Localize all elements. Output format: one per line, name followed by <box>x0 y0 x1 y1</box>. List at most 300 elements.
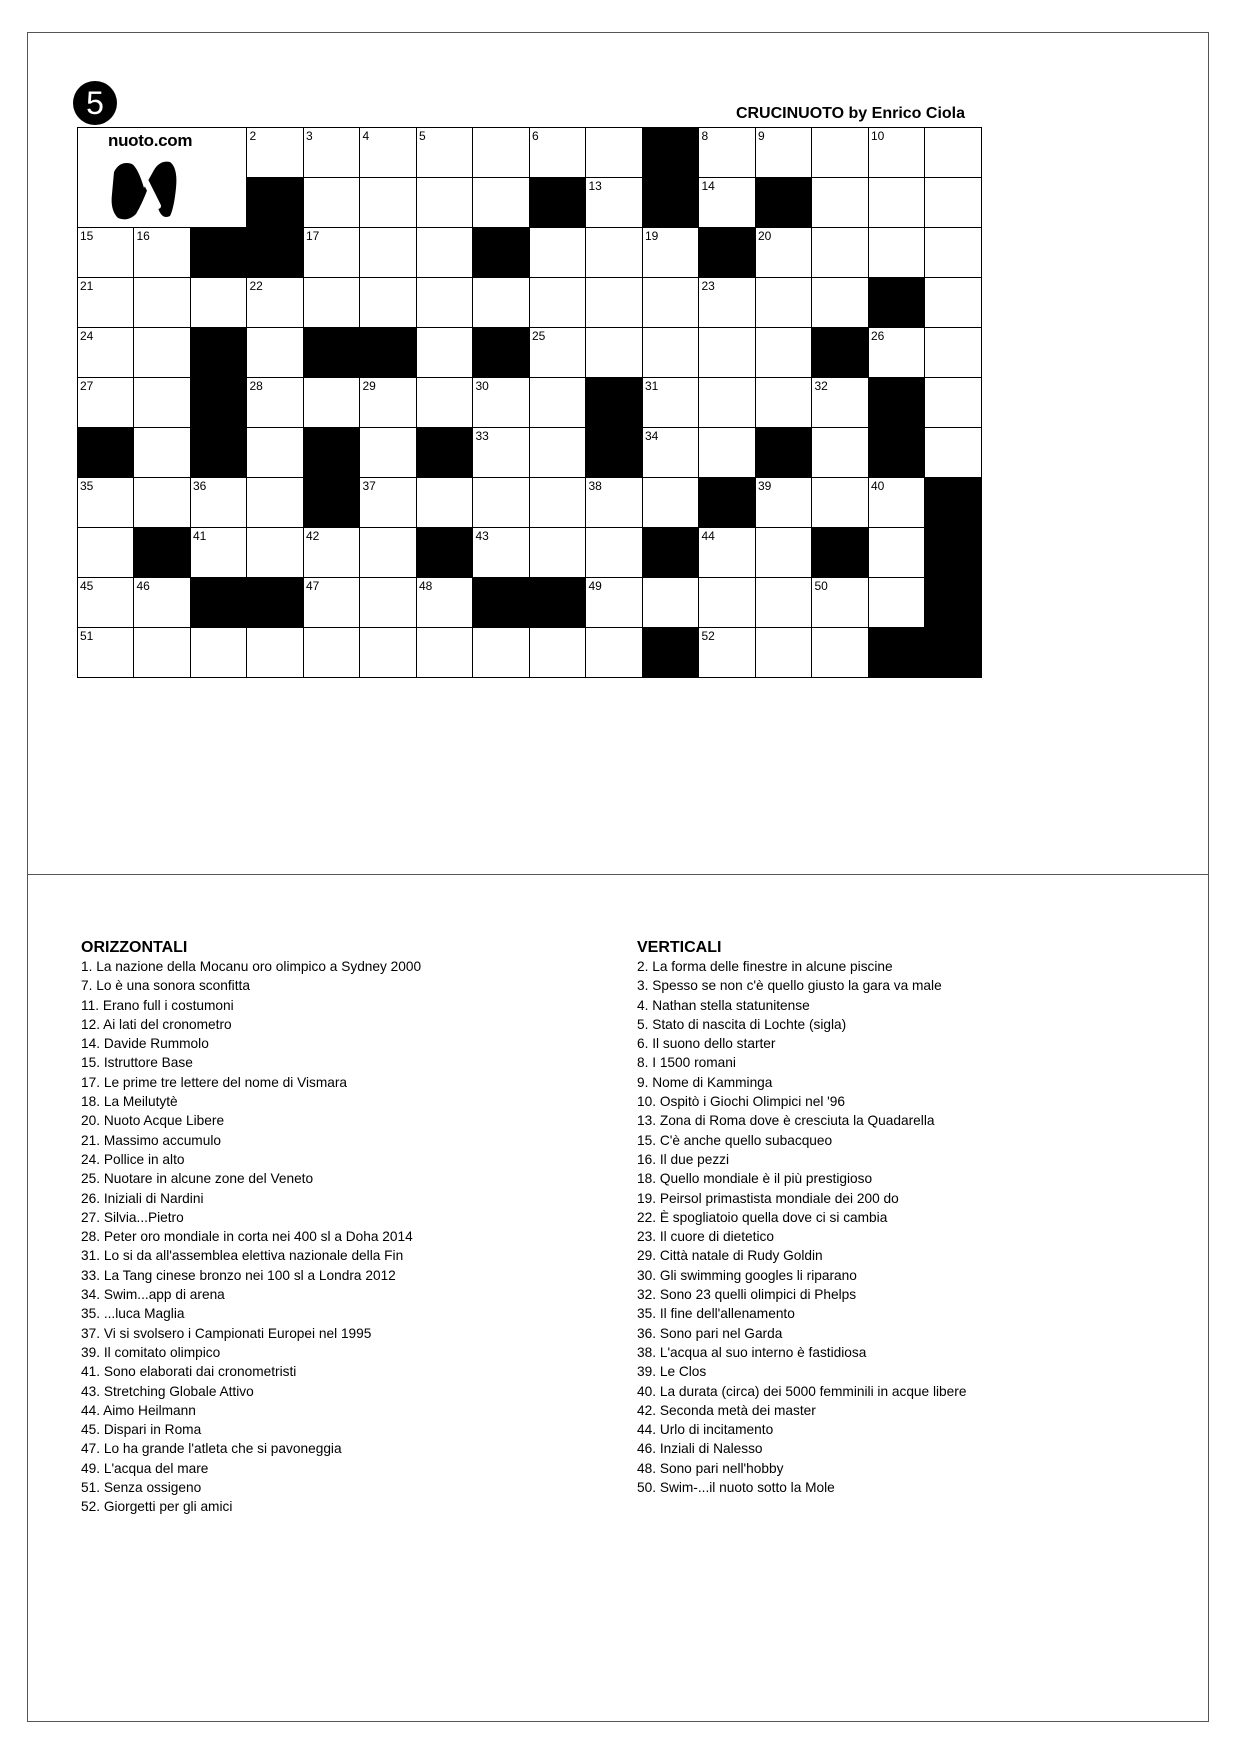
down-clue: 8. I 1500 romani <box>637 1055 736 1071</box>
grid-cell[interactable] <box>303 527 360 577</box>
grid-cell[interactable] <box>416 127 473 177</box>
clue-number: 38 <box>588 479 602 493</box>
grid-cell[interactable] <box>755 127 812 177</box>
grid-cell[interactable] <box>416 577 473 627</box>
grid-line <box>77 377 982 378</box>
black-cell <box>473 327 530 377</box>
across-clue: 41. Sono elaborati dai cronometristi <box>81 1364 297 1380</box>
grid-cell[interactable] <box>303 377 360 427</box>
grid-cell[interactable] <box>473 277 530 327</box>
grid-cell[interactable] <box>360 277 417 327</box>
clue-number: 40 <box>871 479 885 493</box>
black-cell <box>812 527 869 577</box>
grid-cell[interactable] <box>473 377 530 427</box>
clue-number: 33 <box>475 429 489 443</box>
nuoto-n-logo-icon <box>106 158 196 222</box>
grid-cell[interactable] <box>586 577 643 627</box>
grid-cell[interactable] <box>134 277 191 327</box>
clue-number: 6 <box>532 129 539 143</box>
grid-cell[interactable] <box>134 577 191 627</box>
black-cell <box>812 327 869 377</box>
grid-cell[interactable] <box>925 277 982 327</box>
clue-number: 23 <box>701 279 715 293</box>
across-clue: 34. Swim...app di arena <box>81 1287 225 1303</box>
down-clue: 39. Le Clos <box>637 1364 707 1380</box>
across-clue: 15. Istruttore Base <box>81 1055 193 1071</box>
clue-number: 15 <box>80 229 94 243</box>
black-cell <box>642 177 699 227</box>
grid-cell[interactable] <box>925 427 982 477</box>
down-clue: 16. Il due pezzi <box>637 1151 730 1167</box>
down-clue: 2. La forma delle finestre in alcune piscine <box>637 959 893 974</box>
grid-cell[interactable] <box>77 227 134 277</box>
across-clue: 27. Silvia...Pietro <box>81 1209 184 1225</box>
black-cell <box>755 177 812 227</box>
grid-line <box>642 127 643 678</box>
grid-cell[interactable] <box>303 227 360 277</box>
grid-cell[interactable] <box>360 177 417 227</box>
black-cell <box>699 227 756 277</box>
across-clue: 33. La Tang cinese bronzo nei 100 sl a Londra 2012 <box>81 1267 396 1283</box>
black-cell <box>303 327 360 377</box>
grid-cell[interactable] <box>360 527 417 577</box>
grid-cell[interactable] <box>586 627 643 677</box>
across-clue: 14. Davide Rummolo <box>81 1036 209 1052</box>
clue-number: 47 <box>306 579 320 593</box>
grid-line <box>190 227 191 678</box>
grid-cell[interactable] <box>812 377 869 427</box>
grid-cell[interactable] <box>642 427 699 477</box>
across-clue: 49. L'acqua del mare <box>81 1460 209 1476</box>
across-clue: 17. Le prime tre lettere del nome di Vismara <box>81 1074 348 1090</box>
clue-number: 46 <box>136 579 150 593</box>
grid-cell[interactable] <box>925 227 982 277</box>
black-cell <box>190 577 247 627</box>
across-heading: ORIZZONTALI <box>81 939 188 956</box>
grid-cell[interactable] <box>529 327 586 377</box>
grid-cell[interactable] <box>812 127 869 177</box>
grid-cell[interactable] <box>755 327 812 377</box>
across-clue: 44. Aimo Heilmann <box>81 1402 196 1418</box>
grid-cell[interactable] <box>586 277 643 327</box>
grid-cell[interactable] <box>303 277 360 327</box>
grid-cell[interactable] <box>868 227 925 277</box>
black-cell <box>586 377 643 427</box>
grid-cell[interactable] <box>812 427 869 477</box>
across-clue: 43. Stretching Globale Attivo <box>81 1383 254 1399</box>
grid-cell[interactable] <box>699 127 756 177</box>
down-clue: 5. Stato di nascita di Lochte (sigla) <box>637 1016 847 1032</box>
grid-cell[interactable] <box>586 127 643 177</box>
grid-line <box>981 127 982 678</box>
grid-cell[interactable] <box>77 277 134 327</box>
grid-cell[interactable] <box>303 577 360 627</box>
down-clue: 32. Sono 23 quelli olimpici di Phelps <box>637 1287 857 1303</box>
down-clue-list <box>637 957 966 1497</box>
grid-cell[interactable] <box>812 477 869 527</box>
clue-number: 51 <box>80 629 94 643</box>
black-cell <box>416 527 473 577</box>
grid-cell[interactable] <box>416 177 473 227</box>
grid-line <box>529 127 530 678</box>
black-cell <box>868 277 925 327</box>
clue-number: 30 <box>475 379 489 393</box>
black-cell <box>190 227 247 277</box>
black-cell <box>529 577 586 627</box>
grid-cell[interactable] <box>699 277 756 327</box>
grid-cell[interactable] <box>77 627 134 677</box>
nuoto-logo <box>78 128 242 226</box>
puzzle-number-badge: 5 <box>73 81 117 125</box>
grid-cell[interactable] <box>247 327 304 377</box>
down-clues <box>637 938 966 1497</box>
grid-cell[interactable] <box>247 527 304 577</box>
grid-cell[interactable] <box>360 577 417 627</box>
grid-cell[interactable] <box>812 177 869 227</box>
clue-number: 14 <box>701 179 715 193</box>
grid-cell[interactable] <box>586 227 643 277</box>
grid-line <box>77 577 982 578</box>
black-cell <box>77 427 134 477</box>
clue-number: 49 <box>588 579 602 593</box>
black-cell <box>699 477 756 527</box>
grid-cell[interactable] <box>642 327 699 377</box>
down-clue: 44. Urlo di incitamento <box>637 1422 774 1438</box>
grid-cell[interactable] <box>77 527 134 577</box>
black-cell <box>586 427 643 477</box>
grid-cell[interactable] <box>868 577 925 627</box>
black-cell <box>642 127 699 177</box>
clue-number: 29 <box>362 379 376 393</box>
clue-number: 52 <box>701 629 715 643</box>
clue-number: 4 <box>362 129 370 143</box>
grid-cell[interactable] <box>303 127 360 177</box>
grid-cell[interactable] <box>473 477 530 527</box>
grid-cell[interactable] <box>190 477 247 527</box>
grid-line <box>811 127 812 678</box>
grid-cell[interactable] <box>868 477 925 527</box>
grid-cell[interactable] <box>868 327 925 377</box>
grid-line <box>585 127 586 678</box>
grid-cell[interactable] <box>812 627 869 677</box>
black-cell <box>925 577 982 627</box>
grid-cell[interactable] <box>642 477 699 527</box>
grid-cell[interactable] <box>529 127 586 177</box>
grid-cell[interactable] <box>925 177 982 227</box>
clue-number: 3 <box>306 129 313 143</box>
down-clue: 13. Zona di Roma dove è cresciuta la Quadarella <box>637 1113 935 1129</box>
grid-cell[interactable] <box>190 277 247 327</box>
grid-cell[interactable] <box>868 527 925 577</box>
grid-cell[interactable] <box>190 627 247 677</box>
puzzle-title: CRUCINUOTO by Enrico Ciola <box>735 105 965 122</box>
across-clue: 18. La Meilutytè <box>81 1094 178 1110</box>
clue-number: 48 <box>419 579 433 593</box>
grid-line <box>77 227 982 228</box>
clue-number: 22 <box>249 279 263 293</box>
grid-cell[interactable] <box>755 377 812 427</box>
grid-cell[interactable] <box>755 277 812 327</box>
grid-cell[interactable] <box>360 427 417 477</box>
across-clue: 25. Nuotare in alcune zone del Veneto <box>81 1171 314 1187</box>
down-clue: 30. Gli swimming googles li riparano <box>637 1267 857 1283</box>
grid-cell[interactable] <box>360 627 417 677</box>
grid-cell[interactable] <box>473 627 530 677</box>
grid-cell[interactable] <box>529 527 586 577</box>
grid-cell[interactable] <box>925 327 982 377</box>
grid-cell[interactable] <box>642 377 699 427</box>
grid-line <box>77 277 982 278</box>
grid-cell[interactable] <box>416 627 473 677</box>
grid-cell[interactable] <box>247 427 304 477</box>
black-cell <box>190 427 247 477</box>
grid-cell[interactable] <box>134 477 191 527</box>
clue-number: 28 <box>249 379 263 393</box>
down-clue: 9. Nome di Kamminga <box>637 1074 773 1090</box>
across-clue: 39. Il comitato olimpico <box>81 1344 221 1360</box>
black-cell <box>303 427 360 477</box>
black-cell <box>416 427 473 477</box>
across-clue: 20. Nuoto Acque Libere <box>81 1113 225 1129</box>
black-cell <box>190 327 247 377</box>
clue-number: 19 <box>645 229 659 243</box>
grid-cell[interactable] <box>586 177 643 227</box>
grid-cell[interactable] <box>134 377 191 427</box>
black-cell <box>473 577 530 627</box>
grid-cell[interactable] <box>586 477 643 527</box>
down-clue: 38. L'acqua al suo interno è fastidiosa <box>637 1344 867 1360</box>
black-cell <box>473 227 530 277</box>
grid-line <box>755 127 756 678</box>
across-clue: 11. Erano full i costumoni <box>81 997 234 1013</box>
down-clue: 42. Seconda metà dei master <box>637 1402 816 1418</box>
across-clue: 37. Vi si svolsero i Campionati Europei nel 1995 <box>81 1325 372 1341</box>
clue-number: 24 <box>80 329 94 343</box>
grid-cell[interactable] <box>755 577 812 627</box>
grid-cell[interactable] <box>699 177 756 227</box>
grid-cell[interactable] <box>868 177 925 227</box>
grid-cell[interactable] <box>77 477 134 527</box>
grid-cell[interactable] <box>247 627 304 677</box>
grid-cell[interactable] <box>925 377 982 427</box>
down-clue: 15. C'è anche quello subacqueo <box>637 1132 833 1148</box>
grid-cell[interactable] <box>473 177 530 227</box>
grid-cell[interactable] <box>247 127 304 177</box>
across-clue: 52. Giorgetti per gli amici <box>81 1499 233 1515</box>
black-cell <box>247 177 304 227</box>
grid-cell[interactable] <box>868 127 925 177</box>
logo-text: nuoto.com <box>108 131 193 150</box>
grid-line <box>924 127 925 678</box>
grid-cell[interactable] <box>247 277 304 327</box>
grid-cell[interactable] <box>642 577 699 627</box>
across-clue: 51. Senza ossigeno <box>81 1480 202 1496</box>
grid-cell[interactable] <box>134 627 191 677</box>
grid-cell[interactable] <box>529 227 586 277</box>
down-clue: 46. Inziali di Nalesso <box>637 1441 763 1457</box>
grid-cell[interactable] <box>529 427 586 477</box>
grid-line <box>359 127 360 678</box>
across-clue: 24. Pollice in alto <box>81 1151 185 1167</box>
grid-cell[interactable] <box>699 377 756 427</box>
grid-cell[interactable] <box>77 377 134 427</box>
black-cell <box>868 377 925 427</box>
down-clue: 4. Nathan stella statunitense <box>637 997 810 1013</box>
grid-cell[interactable] <box>247 377 304 427</box>
grid-line <box>133 227 134 678</box>
clue-number: 31 <box>645 379 659 393</box>
clue-number: 44 <box>701 529 715 543</box>
grid-line <box>77 477 982 478</box>
grid-cell[interactable] <box>247 477 304 527</box>
across-clue-list <box>81 957 421 1517</box>
grid-cell[interactable] <box>812 577 869 627</box>
grid-cell[interactable] <box>77 327 134 377</box>
grid-cell[interactable] <box>77 577 134 627</box>
down-clue: 40. La durata (circa) dei 5000 femminili in acque libere <box>637 1383 967 1399</box>
black-cell <box>529 177 586 227</box>
grid-cell[interactable] <box>755 477 812 527</box>
across-clue: 12. Ai lati del cronometro <box>81 1016 232 1032</box>
grid-cell[interactable] <box>416 327 473 377</box>
down-clue: 10. Ospitò i Giochi Olimpici nel '96 <box>637 1094 846 1110</box>
black-cell <box>925 527 982 577</box>
across-clue: 31. Lo si da all'assemblea elettiva nazionale della Fin <box>81 1248 404 1264</box>
clue-number: 39 <box>758 479 772 493</box>
across-clue: 26. Iniziali di Nardini <box>81 1190 204 1206</box>
grid-cell[interactable] <box>812 277 869 327</box>
black-cell <box>925 627 982 677</box>
clue-number: 43 <box>475 529 489 543</box>
clue-number: 42 <box>306 529 320 543</box>
grid-line <box>77 677 982 678</box>
black-cell <box>925 477 982 527</box>
grid-cell[interactable] <box>360 477 417 527</box>
grid-cell[interactable] <box>755 627 812 677</box>
grid-cell[interactable] <box>699 327 756 377</box>
grid-cell[interactable] <box>586 527 643 577</box>
down-clue: 29. Città natale di Rudy Goldin <box>637 1248 823 1264</box>
grid-cell[interactable] <box>360 227 417 277</box>
grid-cell[interactable] <box>925 127 982 177</box>
clue-number: 45 <box>80 579 94 593</box>
grid-line <box>303 127 304 678</box>
grid-cell[interactable] <box>416 377 473 427</box>
grid-cell[interactable] <box>812 227 869 277</box>
down-clue: 36. Sono pari nel Garda <box>637 1325 783 1341</box>
grid-cell[interactable] <box>473 427 530 477</box>
across-clue: 1. La nazione della Mocanu oro olimpico a Sydney 2000 <box>81 959 422 974</box>
across-clue: 7. Lo è una sonora sconfitta <box>81 978 250 994</box>
clue-number: 27 <box>80 379 94 393</box>
clue-number: 17 <box>306 229 320 243</box>
down-clue: 19. Peirsol primastista mondiale dei 200 do <box>637 1190 899 1206</box>
across-clue: 21. Massimo accumulo <box>81 1132 221 1148</box>
clue-number: 34 <box>645 429 659 443</box>
black-cell <box>247 227 304 277</box>
grid-cell[interactable] <box>529 477 586 527</box>
clue-number: 37 <box>362 479 376 493</box>
grid-cell[interactable] <box>529 377 586 427</box>
grid-line <box>246 127 247 678</box>
grid-cell[interactable] <box>190 527 247 577</box>
clue-number: 13 <box>588 179 602 193</box>
across-clue: 47. Lo ha grande l'atleta che si pavoneggia <box>81 1441 342 1457</box>
down-clue: 18. Quello mondiale è il più prestigioso <box>637 1171 873 1187</box>
down-clue: 48. Sono pari nell'hobby <box>637 1460 784 1476</box>
grid-cell[interactable] <box>134 227 191 277</box>
grid-cell[interactable] <box>529 627 586 677</box>
down-clue: 23. Il cuore di dietetico <box>637 1229 774 1245</box>
grid-cell[interactable] <box>473 127 530 177</box>
clue-number: 21 <box>80 279 94 293</box>
down-clue: 22. È spogliatoio quella dove ci si cambia <box>637 1209 888 1225</box>
down-clue: 35. Il fine dell'allenamento <box>637 1306 795 1322</box>
grid-cell[interactable] <box>134 427 191 477</box>
black-cell <box>303 477 360 527</box>
clue-number: 41 <box>193 529 207 543</box>
black-cell <box>868 627 925 677</box>
grid-cell[interactable] <box>699 527 756 577</box>
clue-number: 20 <box>758 229 772 243</box>
black-cell <box>360 327 417 377</box>
grid-line <box>77 627 982 628</box>
grid-line <box>698 127 699 678</box>
clue-number: 32 <box>814 379 828 393</box>
black-cell <box>642 527 699 577</box>
grid-cell[interactable] <box>360 377 417 427</box>
grid-cell[interactable] <box>586 327 643 377</box>
grid-cell[interactable] <box>416 227 473 277</box>
across-clue: 28. Peter oro mondiale in corta nei 400 sl a Doha 2014 <box>81 1229 413 1245</box>
clue-number: 26 <box>871 329 885 343</box>
clue-number: 10 <box>871 129 885 143</box>
clue-number: 50 <box>814 579 828 593</box>
grid-cell[interactable] <box>416 277 473 327</box>
black-cell <box>247 577 304 627</box>
down-heading: VERTICALI <box>637 939 722 956</box>
section-divider <box>27 874 1209 875</box>
grid-cell[interactable] <box>755 527 812 577</box>
grid-cell[interactable] <box>529 277 586 327</box>
black-cell <box>868 427 925 477</box>
black-cell <box>190 377 247 427</box>
black-cell <box>134 527 191 577</box>
black-cell <box>755 427 812 477</box>
grid-cell[interactable] <box>473 527 530 577</box>
clue-number: 2 <box>249 129 257 143</box>
grid-cell[interactable] <box>416 477 473 527</box>
down-clue: 3. Spesso se non c'è quello giusto la gara va male <box>637 978 942 994</box>
grid-cell[interactable] <box>699 627 756 677</box>
clue-number: 36 <box>193 479 207 493</box>
grid-cell[interactable] <box>699 577 756 627</box>
clue-number: 16 <box>136 229 150 243</box>
grid-cell[interactable] <box>642 227 699 277</box>
grid-cell[interactable] <box>755 227 812 277</box>
down-clue: 50. Swim-...il nuoto sotto la Mole <box>637 1480 835 1496</box>
grid-line <box>472 127 473 678</box>
grid-cell[interactable] <box>360 127 417 177</box>
grid-cell[interactable] <box>699 427 756 477</box>
grid-cell[interactable] <box>134 327 191 377</box>
across-clues <box>81 938 421 1517</box>
grid-cell[interactable] <box>303 177 360 227</box>
grid-cell[interactable] <box>642 277 699 327</box>
grid-cell[interactable] <box>303 627 360 677</box>
across-clue: 35. ...luca Maglia <box>81 1306 185 1322</box>
down-clue: 6. Il suono dello starter <box>637 1036 776 1052</box>
